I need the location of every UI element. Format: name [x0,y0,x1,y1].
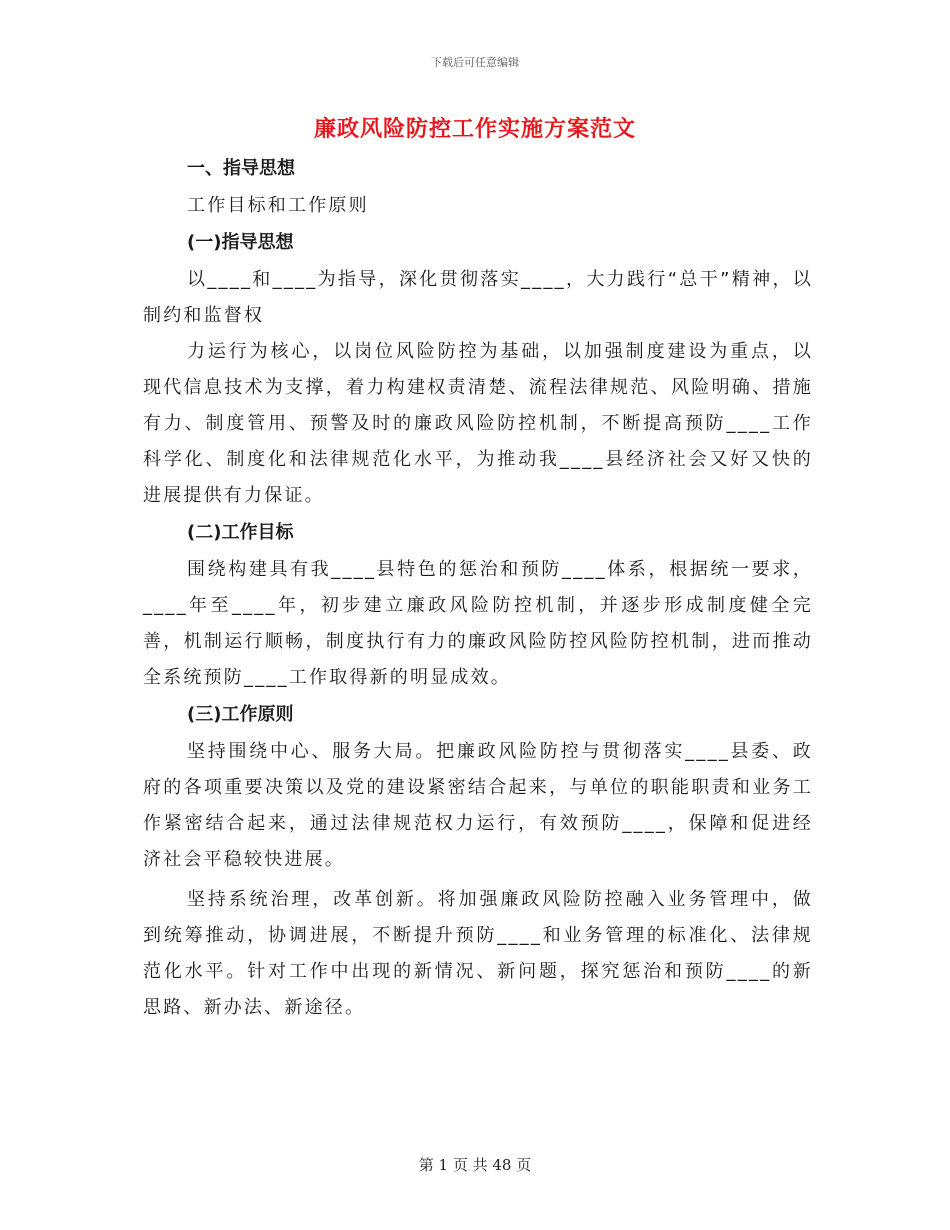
document-body [143,150,813,1026]
header-note: 下载后可任意编辑 [431,56,519,69]
section-heading-guiding-ideology: 一、指导思想 [187,158,295,179]
subheading-guiding-ideology: (一)指导思想 [187,232,294,253]
paragraph-guiding-intro: 以____和____为指导，深化贯彻落实____，大力践行“总干”精神，以制约和监督权 [143,269,813,326]
document-title: 廉政风险防控工作实施方案范文 [313,116,636,142]
paragraph-goals-and-principles: 工作目标和工作原则 [187,195,369,216]
page-number: 第 1 页 共 48 页 [418,1156,532,1174]
paragraph-principle-center: 坚持围绕中心、服务大局。把廉政风险防控与贯彻落实____县委、政府的各项重要决策以及党的建设紧密结合起来，与单位的职能职责和业务工作紧密结合起来，通过法律规范权力运行，有效预防____，保障和促进经济社会平稳较快进展。 [143,741,813,870]
subheading-work-principles: (三)工作原则 [187,704,294,725]
paragraph-principle-system: 坚持系统治理，改革创新。将加强廉政风险防控融入业务管理中，做到统筹推动，协调进展，不断提升预防____和业务管理的标准化、法律规范化水平。针对工作中出现的新情况、新问题，探究惩治和预防____的新思路、新办法、新途径。 [143,889,813,1018]
subheading-work-goals: (二)工作目标 [187,522,294,543]
paragraph-guiding-body: 力运行为核心，以岗位风险防控为基础，以加强制度建设为重点，以现代信息技术为支撑，着力构建权责清楚、流程法律规范、风险明确、措施有力、制度管用、预警及时的廉政风险防控机制，不断提高预防____工作科学化、制度化和法律规范化水平，为推动我____县经济社会又好又快的进展提供有力保证。 [143,341,813,506]
paragraph-work-goals: 围绕构建具有我____县特色的惩治和预防____体系，根据统一要求，____年至____年，初步建立廉政风险防控机制，并逐步形成制度健全完善，机制运行顺畅，制度执行有力的廉政风险防控风险防控机制，进而推动全系统预防____工作取得新的明显成效。 [143,559,813,688]
